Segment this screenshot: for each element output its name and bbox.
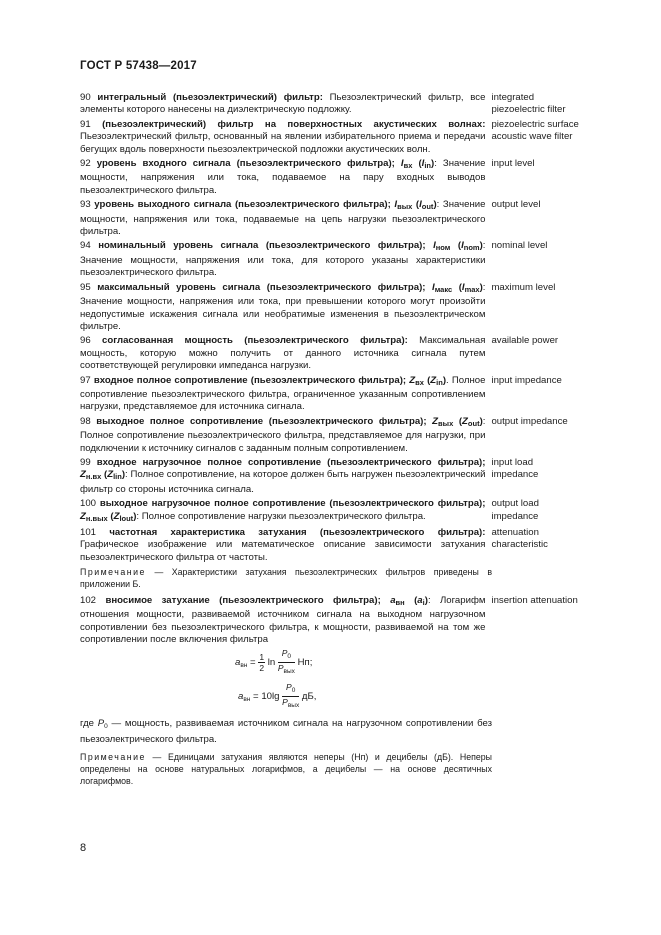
term-name: выходное полное сопротивление (пьезоэлектрического фильтра); (96, 415, 427, 427)
term-number: 100 (80, 498, 97, 510)
term-102 (80, 595, 580, 647)
note-1-text: — Характеристики затухания пьезоэлектрических фильтров приведены в приложении Б. (80, 567, 492, 590)
term-alt-symbol-sub: in (424, 161, 431, 171)
note-1-label: Примечание (80, 567, 146, 578)
term-symbol-sub: вн (395, 597, 405, 607)
term-94 (80, 240, 580, 279)
term-symbol: I (433, 240, 436, 252)
power-numerator: P (286, 682, 292, 693)
term-en: piezoelectric surface acoustic wave filter (491, 118, 579, 143)
term-97 (80, 375, 580, 414)
term-alt-symbol: I (461, 240, 464, 252)
term-number: 90 (80, 92, 91, 103)
term-102-en: insertion attenuation (491, 594, 578, 606)
term-definition: : Полное сопротивление, на которое должен быть нагружен пьезоэлектрический фильтр со стороны источника сигнала. (80, 469, 486, 495)
term-ru: 95 максимальный уровень сигнала (пьезоэлектрического фильтра); $I_{макс}$ $(I_{max})$: Значение мощности, напряжения или тока, при превышении которого могут произойти недопустимые искажения сигнала или необратимые изменения в пьезоэлектрическом фильтре. (80, 281, 486, 332)
term-alt-symbol: Z (430, 374, 437, 386)
term-name: входное нагрузочное полное сопротивление (пьезоэлектрического фильтра); (96, 456, 486, 468)
where-symbol: P (97, 718, 105, 730)
term-definition: : Значение мощности, напряжения или тока, подаваемые на цепь нагрузки пьезоэлектрического фильтра. (80, 199, 486, 238)
term-en: nominal level (491, 240, 548, 252)
term-number: 96 (80, 335, 91, 347)
formula-lhs: a (235, 657, 241, 669)
term-symbol: I (400, 158, 404, 170)
note-1 (80, 567, 492, 591)
formula-lhs-sub: вн (243, 696, 251, 704)
coef-denominator: 2 (259, 663, 265, 674)
term-96 (80, 335, 580, 372)
formula-unit: дБ, (299, 691, 317, 703)
term-symbol: a (390, 594, 396, 606)
where-description: — мощность, развиваемая источником сигнала на нагрузочном сопротивлении без пьезоэлектрического фильтра. (80, 718, 493, 745)
term-en: output load impedance (491, 498, 539, 522)
term-symbol: Z (80, 510, 86, 522)
note-2-text: — Единицами затухания являются неперы (Нп) и децибелы (дБ). Неперы определены на основе натуральных логарифмов, а децибелы — на основе десятичных логарифмов. (80, 752, 492, 786)
term-alt-symbol-sub: out (467, 418, 480, 428)
term-name: номинальный уровень сигнала (пьезоэлектрического фильтра); (98, 240, 426, 252)
term-en: input level (491, 158, 535, 170)
power-denominator: P (277, 663, 284, 674)
term-definition: : Полное сопротивление пьезоэлектрического фильтра, представляемое для нагрузки, при подключении к источнику сигналов с заданным полным сопротивлением. (80, 415, 486, 454)
note-2-label: Примечание (80, 752, 146, 763)
term-name: частотная характеристика затухания (пьезоэлектрического фильтра): (109, 527, 486, 538)
where-text (80, 718, 492, 746)
term-number: 97 (80, 374, 91, 386)
coef-numerator: 1 (259, 652, 265, 663)
term-symbol-sub: н.вх (85, 472, 102, 482)
term-name: максимальный уровень сигнала (пьезоэлектрического фильтра); (97, 281, 426, 293)
term-90 (80, 92, 580, 117)
term-number: 95 (80, 281, 91, 293)
term-symbol-sub: вых (438, 418, 454, 428)
note-2 (80, 752, 492, 787)
term-definition: Пьезоэлектрический фильтр, все элементы которого нанесены на диэлектрическую подложку. (80, 92, 486, 116)
term-ru (80, 335, 485, 372)
term-99 (80, 457, 580, 496)
term-alt-symbol-sub: max (464, 284, 480, 294)
formula-eq: = (250, 691, 262, 703)
term-name: интегральный (пьезоэлектрический) фильтр: (97, 92, 323, 103)
formula-coef-fraction (258, 652, 265, 673)
term-number: 102 (80, 594, 97, 606)
term-name: согласованная мощность (пьезоэлектрического фильтра): (102, 335, 408, 347)
term-ru: 98 выходное полное сопротивление (пьезоэлектрического фильтра); $Z_{вых}$ $(Z_{out})$: Полное сопротивление пьезоэлектрического фильтра, представляемое для нагрузки, при подключении к источнику сигналов с заданным полным сопротивлением. (80, 415, 486, 454)
term-ru: 99 входное нагрузочное полное сопротивление (пьезоэлектрического фильтра); $Z_{н.вх}$ $(Z_{lin})$: Полное сопротивление, на которое должен быть нагружен пьезоэлектрический фильтр со стороны источника сигнала. (80, 456, 486, 495)
term-number: 91 (80, 118, 91, 130)
term-ru (80, 119, 485, 156)
term-definition: : Полное сопротивление нагрузки пьезоэлектрического фильтра. (136, 510, 426, 522)
term-definition: Пьезоэлектрический фильтр, основанный на явлении избирательного приема и передачи бегущих вдоль поверхности пьезоэлектрической подложки акустических волн. (80, 131, 486, 155)
term-symbol-sub: вх (403, 161, 413, 171)
term-definition: : Значение мощности, напряжения или тока, для которого указаны характеристики пьезоэлектрического фильтра. (80, 240, 486, 279)
formula-fn: ln (267, 657, 276, 669)
term-definition: . Полное сопротивление пьезоэлектрического фильтра, ограниченное указанным сопротивлением нагрузки, представляемое для источника сигнала. (80, 374, 486, 413)
term-name: вносимое затухание (пьезоэлектрического фильтра); (105, 594, 381, 606)
term-number: 94 (80, 240, 91, 252)
term-definition: : Значение мощности, напряжения или тока, подаваемое на пару входных выводов пьезоэлектрического фильтра. (80, 158, 486, 196)
formula-np (80, 648, 580, 680)
term-alt-symbol-sub: in (436, 377, 443, 387)
term-alt-symbol: I (461, 281, 465, 293)
term-symbol-sub: вх (415, 377, 424, 387)
term-alt-symbol-sub: lout (119, 513, 134, 523)
term-alt-symbol: Z (462, 415, 468, 427)
term-number: 101 (80, 527, 97, 538)
term-101 (80, 527, 580, 564)
term-alt-symbol-sub: i (422, 597, 425, 607)
term-102-ru: 102 вносимое затухание (пьезоэлектрического фильтра); $a_{вн}$ $(a_i)$: Логарифм отношения мощности, развиваемой источником сигнала на выходном нагрузочном сопротивлении без пьезоэлектрического фильтра, к мощности, развиваемой на том же сопротивлении после включения фильтра (80, 594, 486, 646)
term-symbol-sub: вых (397, 202, 413, 212)
term-alt-symbol: a (417, 594, 423, 606)
term-en: input impedance (491, 374, 562, 386)
where-symbol-sub: 0 (104, 723, 108, 731)
power-denominator-sub: вых (283, 668, 295, 676)
term-definition: : Логарифм отношения мощности, развиваемой источником сигнала на выходном нагрузочном сопротивлении без пьезоэлектрического фильтра, к мощности, развиваемой на том же сопротивлении после включения фильтра (80, 594, 486, 646)
term-number: 93 (80, 199, 91, 211)
term-symbol: Z (409, 374, 416, 386)
term-name: уровень выходного сигнала (пьезоэлектрического фильтра); (94, 199, 391, 211)
term-ru (80, 527, 485, 564)
term-number: 99 (80, 456, 91, 468)
formula-fn: lg (272, 691, 280, 703)
term-en: attenuation characteristic (491, 527, 548, 551)
term-ru: 92 уровень входного сигнала (пьезоэлектрического фильтра); $I_{вх}$ $(I_{in})$: Значение мощности, напряжения или тока, подаваемое на пару входных выводов пьезоэлектрического фильтра. (80, 158, 486, 196)
formula-unit: Нп; (294, 657, 313, 669)
term-en: output impedance (491, 415, 568, 427)
term-en: available power (491, 335, 559, 347)
term-en: input load impedance (491, 456, 539, 481)
term-symbol: I (394, 199, 398, 211)
power-numerator-sub: 0 (291, 687, 296, 695)
term-alt-symbol: Z (107, 469, 114, 481)
term-alt-symbol-sub: out (421, 202, 434, 212)
term-number: 98 (80, 415, 91, 427)
formula-power-fraction (278, 648, 295, 677)
power-denominator: P (282, 697, 288, 708)
terms-content (80, 92, 580, 792)
term-symbol: Z (80, 469, 86, 481)
term-symbol-sub: ном (435, 243, 451, 253)
term-alt-symbol: I (421, 158, 425, 170)
term-ru: 97 входное полное сопротивление (пьезоэлектрического фильтра); $Z_{вх}$ $(Z_{in})$. Полное сопротивление пьезоэлектрического фильтра, ограниченное указанным сопротивлением нагрузки, представляемое для источника сигнала. (80, 374, 486, 413)
term-symbol-sub: макс (434, 284, 453, 294)
term-en: integrated piezoelectric filter (491, 92, 566, 116)
term-number: 92 (80, 158, 91, 170)
power-numerator: P (281, 648, 288, 659)
term-ru: 93 уровень выходного сигнала (пьезоэлектрического фильтра); $I_{вых}$ $(I_{out})$: Значение мощности, напряжения или тока, подаваемые на цепь нагрузки пьезоэлектрического фильтра. (80, 199, 486, 238)
where-pre: где (80, 718, 98, 730)
term-alt-symbol: Z (113, 510, 120, 522)
term-ru: 100 выходное нагрузочное полное сопротивление (пьезоэлектрического фильтра); $Z_{н.вых}$ $(Z_{lout})$: Полное сопротивление нагрузки пьезоэлектрического фильтра. (80, 498, 486, 523)
term-93 (80, 199, 580, 238)
page-number: 8 (80, 842, 87, 854)
power-denominator-sub: вых (287, 702, 300, 710)
term-98 (80, 416, 580, 455)
formula-eq: = (247, 657, 259, 669)
formula-coef: 10 (261, 691, 272, 703)
term-alt-symbol-sub: nom (463, 243, 480, 253)
term-name: уровень входного сигнала (пьезоэлектрического фильтра); (96, 158, 395, 170)
term-ru: 94 номинальный уровень сигнала (пьезоэлектрического фильтра); $I_{ном}$ $(I_{nom})$: Значение мощности, напряжения или тока, для которого указаны характеристики пьезоэлектрического фильтра. (80, 240, 486, 279)
term-name: входное полное сопротивление (пьезоэлектрического фильтра); (93, 374, 407, 386)
terms-list (80, 92, 580, 564)
formula-db (80, 682, 580, 714)
term-en: output level (491, 199, 541, 211)
power-numerator-sub: 0 (287, 653, 292, 661)
document-header: ГОСТ Р 57438—2017 (80, 60, 197, 72)
term-definition: Максимальная мощность, которую можно получить от данного источника сигнала путем соответствующей регулировки импеданса нагрузки. (80, 335, 486, 372)
term-ru (80, 92, 485, 117)
term-symbol: I (432, 281, 435, 293)
formula-lhs-sub: вн (240, 662, 248, 670)
term-definition: : Значение мощности, напряжения или тока, при превышении которого могут произойти недопустимые искажения сигнала или необратимые изменения в пьезоэлектрическом фильтре. (80, 281, 486, 332)
term-name: выходное нагрузочное полное сопротивление (пьезоэлектрического фильтра); (99, 498, 486, 510)
formula-lhs: a (238, 691, 244, 703)
term-92 (80, 158, 580, 197)
term-91 (80, 119, 580, 156)
term-definition: Графическое изображение или математическое описание зависимости затухания пьезоэлектрического фильтра от частоты. (80, 539, 486, 563)
term-100 (80, 498, 580, 525)
term-name: (пьезоэлектрический) фильтр на поверхностных акустических волнах: (102, 118, 486, 130)
term-symbol-sub: н.вых (85, 513, 108, 523)
term-95 (80, 282, 580, 334)
term-alt-symbol: I (419, 199, 422, 211)
term-en: maximum level (491, 281, 556, 293)
term-alt-symbol-sub: lin (113, 472, 122, 482)
formula-power-fraction (282, 682, 299, 711)
term-symbol: Z (432, 415, 439, 427)
